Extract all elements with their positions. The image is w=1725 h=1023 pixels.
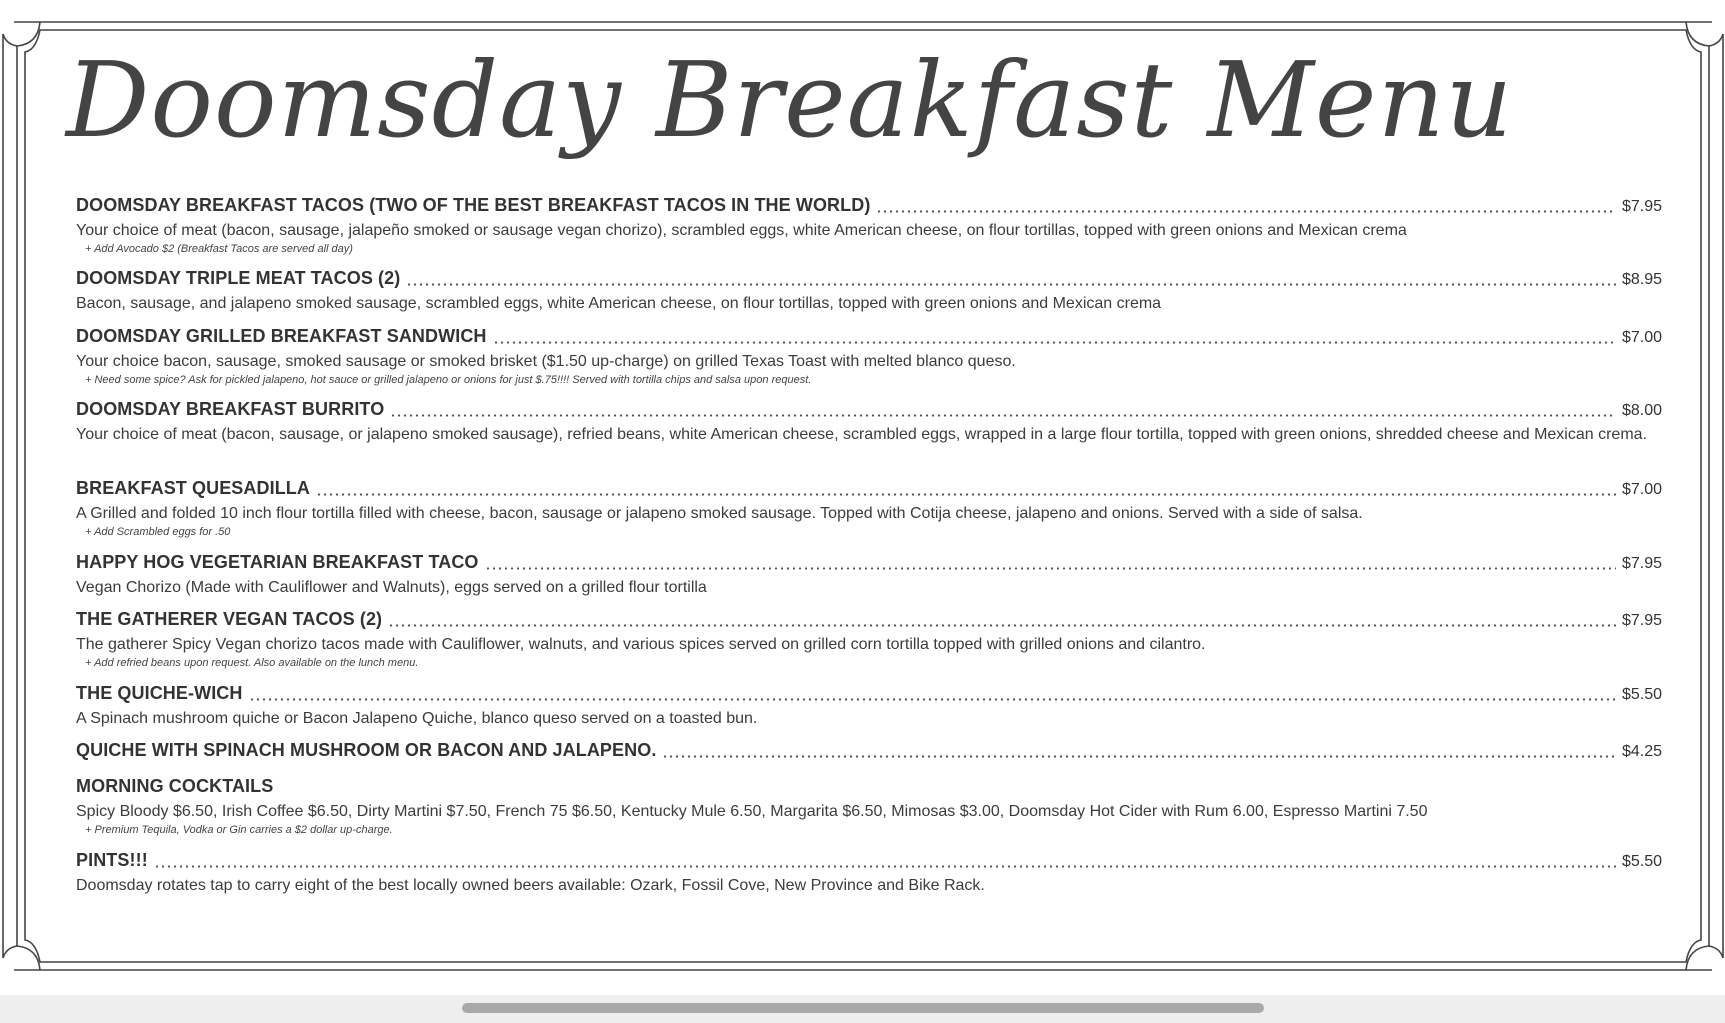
item-price: $8.00 (1621, 402, 1662, 419)
menu-item (76, 478, 1662, 540)
item-name: MORNING COCKTAILS (76, 776, 274, 796)
menu-item (76, 609, 1662, 671)
item-note: + Add Avocado $2 (Breakfast Tacos are served all day) (85, 243, 353, 255)
item-price: $4.25 (1621, 743, 1662, 760)
dot-leader (485, 567, 1616, 570)
item-note: + Premium Tequila, Vodka or Gin carries a $2 dollar up-charge. (85, 824, 393, 836)
item-name: THE QUICHE-WICH (76, 683, 243, 703)
dot-leader (662, 755, 1616, 758)
menu-item (76, 552, 1662, 599)
item-description: Your choice of meat (bacon, sausage, or jalapeno smoked sausage), refried beans, white American cheese, scrambled eggs, wrapped in a large flour tortilla, topped with green onions, shredded cheese and Mexican crema. (76, 426, 1647, 443)
item-name: QUICHE WITH SPINACH MUSHROOM OR BACON AND JALAPENO. (76, 740, 657, 760)
item-price: $7.95 (1621, 198, 1662, 215)
dot-leader (154, 865, 1616, 868)
horizontal-scrollbar-thumb[interactable] (462, 1003, 1264, 1013)
item-name: BREAKFAST QUESADILLA (76, 478, 311, 498)
menu-title: Doomsday Breakfast Menu (66, 39, 1514, 161)
menu-item (76, 740, 1662, 764)
item-price: $5.50 (1621, 686, 1662, 703)
item-name: HAPPY HOG VEGETARIAN BREAKFAST TACO (76, 552, 479, 572)
item-name: DOOMSDAY BREAKFAST BURRITO (76, 399, 385, 419)
dot-leader (390, 414, 1616, 417)
item-name: DOOMSDAY BREAKFAST TACOS (TWO OF THE BEST BREAKFAST TACOS IN THE WORLD) (76, 195, 871, 215)
dot-leader (406, 283, 1616, 286)
item-description: Bacon, sausage, and jalapeno smoked sausage, scrambled eggs, white American cheese, on flour tortillas, topped with green onions and Mexican crema (76, 295, 1162, 312)
item-name: DOOMSDAY GRILLED BREAKFAST SANDWICH (76, 326, 487, 346)
dot-leader (876, 210, 1616, 213)
item-description: Vegan Chorizo (Made with Cauliflower and Walnuts), eggs served on a grilled flour tortilla (76, 579, 707, 596)
item-price: $8.95 (1621, 271, 1662, 288)
item-price: $5.50 (1621, 853, 1662, 870)
menu-item (76, 268, 1662, 315)
menu-item (76, 326, 1662, 388)
item-name: PINTS!!! (76, 850, 148, 870)
item-name: THE GATHERER VEGAN TACOS (2) (76, 609, 383, 629)
menu-item (76, 850, 1662, 897)
item-description: The gatherer Spicy Vegan chorizo tacos made with Cauliflower, walnuts, and various spices served on grilled corn tortilla topped with grilled onions and cilantro. (76, 636, 1206, 653)
item-description: Your choice of meat (bacon, sausage, jalapeño smoked or sausage vegan chorizo), scrambled eggs, white American cheese, on flour tortillas, topped with green onions and Mexican crema (76, 222, 1407, 239)
item-description: Doomsday rotates tap to carry eight of the best locally owned beers available: Ozark, Fossil Cove, New Province and Bike Rack. (76, 877, 985, 894)
item-name: DOOMSDAY TRIPLE MEAT TACOS (2) (76, 268, 401, 288)
item-description: Spicy Bloody $6.50, Irish Coffee $6.50, Dirty Martini $7.50, French 75 $6.50, Kentucky Mule 6.50, Margarita $6.50, Mimosas $3.00, Doomsday Hot Cider with Rum 6.00, Espresso Martini 7.50 (76, 803, 1428, 820)
menu-item (76, 683, 1662, 730)
item-note: + Need some spice? Ask for pickled jalapeno, hot sauce or grilled jalapeno or onions for just $.75!!!! Served with tortilla chips and salsa upon request. (85, 374, 812, 386)
item-note: + Add Scrambled eggs for .50 (85, 526, 231, 538)
item-description: A Grilled and folded 10 inch flour tortilla filled with cheese, bacon, sausage or jalapeno smoked sausage. Topped with Cotija cheese, jalapeno and onions. Served with a side of salsa. (76, 505, 1363, 522)
menu-item (76, 195, 1662, 257)
menu-item (76, 399, 1662, 446)
item-description: Your choice bacon, sausage, smoked sausage or smoked brisket ($1.50 up-charge) on grilled Texas Toast with melted blanco queso. (76, 353, 1016, 370)
dot-leader (493, 341, 1616, 344)
dot-leader (249, 698, 1616, 701)
dot-leader (388, 624, 1616, 627)
item-note: + Add refried beans upon request. Also available on the lunch menu. (85, 657, 419, 669)
item-description: A Spinach mushroom quiche or Bacon Jalapeno Quiche, blanco queso served on a toasted bun. (76, 710, 758, 727)
item-price: $7.00 (1621, 329, 1662, 346)
menu-item (76, 776, 1662, 838)
dot-leader (316, 493, 1616, 496)
item-price: $7.95 (1621, 612, 1662, 629)
item-price: $7.95 (1621, 555, 1662, 572)
item-price: $7.00 (1621, 481, 1662, 498)
